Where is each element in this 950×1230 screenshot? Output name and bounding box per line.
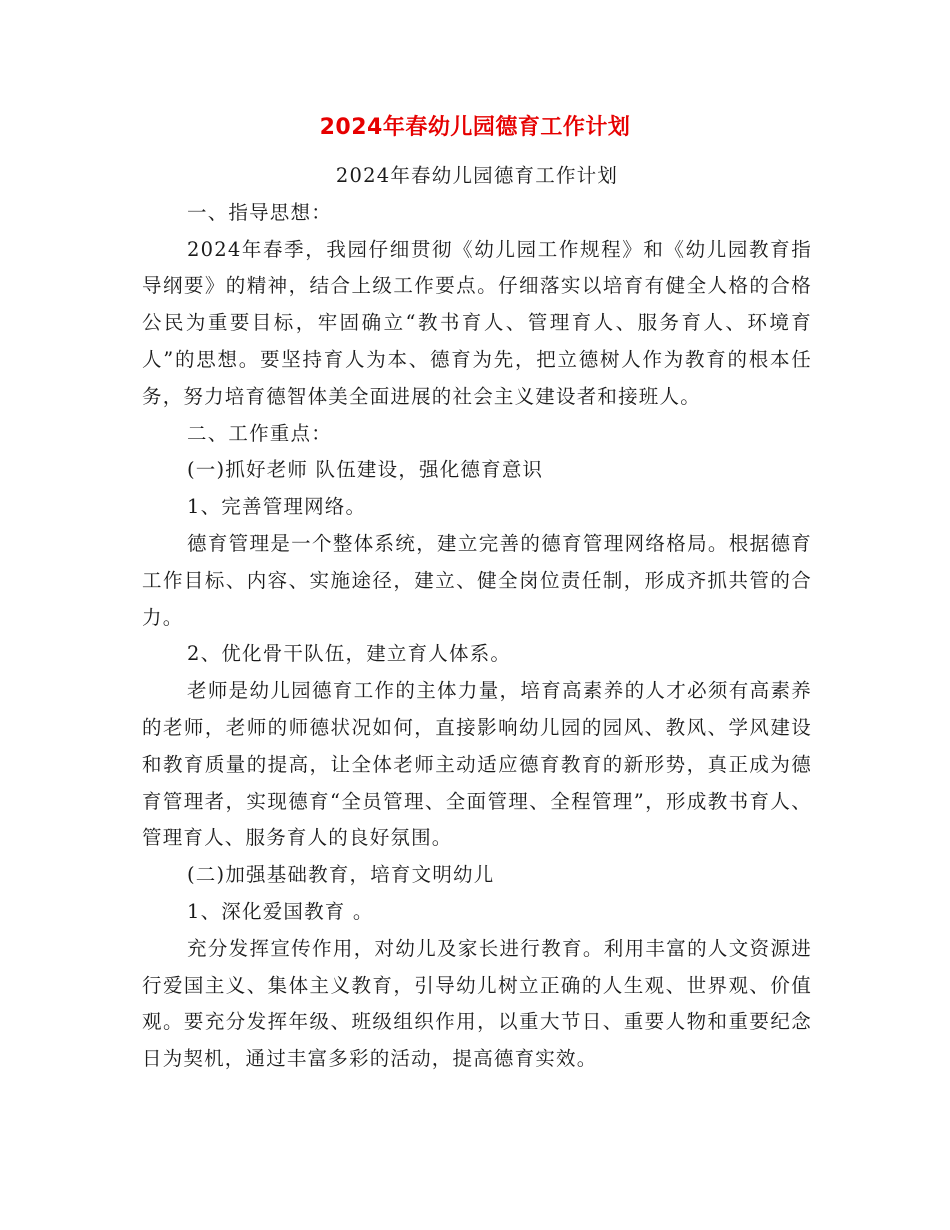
document-subtitle: 2024年春幼儿园德育工作计划 [335,164,619,187]
paragraph-core-team: 老师是幼儿园德育工作的主体力量，培育高素养的人才必须有高素养的老师，老师的师德状况如何，直接影响幼儿园的园风、教风、学风建设和教育质量的提高，让全体老师主动适应德育教育的新形势，真正成为德育管理者，实现德育“全员管理、全面管理、全程管理”，形成教书育人、管理育人、服务育人的良好氛围。 [142,679,812,850]
paragraph-management-network: 德育管理是一个整体系统，建立完善的德育管理网络格局。根据德育工作目标、内容、实施途径，建立、健全岗位责任制，形成齐抓共管的合力。 [142,531,812,629]
document-title: 2024年春幼儿园德育工作计划 [319,115,631,140]
item-management-network: 1、完善管理网络。 [187,495,367,519]
section-heading-guiding-ideology: 一、指导思想： [187,200,332,224]
document-body [142,158,812,1078]
item-patriotic-education: 1、深化爱国教育 。 [187,899,374,923]
section-heading-work-focus: 二、工作重点： [187,421,332,445]
item-core-team: 2、优化骨干队伍，建立育人体系。 [187,642,512,666]
paragraph-patriotic-education: 充分发挥宣传作用，对幼儿及家长进行教育。利用丰富的人文资源进行爱国主义、集体主义教育，引导幼儿树立正确的人生观、世界观、价值观。要充分发挥年级、班级组织作用，以重大节日、重要人物和重要纪念日为契机，通过丰富多彩的活动，提高德育实效。 [142,936,812,1071]
subheading-teacher-team: (一)抓好老师 队伍建设，强化德育意识 [187,458,544,482]
subheading-basic-education: (二)加强基础教育，培育文明幼儿 [187,863,495,887]
paragraph-guiding-ideology: 2024年春季，我园仔细贯彻《幼儿园工作规程》和《幼儿园教育指导纲要》的精神，结合上级工作要点。仔细落实以培育有健全人格的合格公民为重要目标，牢固确立“教书育人、管理育人、服务育人、环境育人”的思想。要坚持育人为本、德育为先，把立德树人作为教育的根本任务，努力培育德智体美全面进展的社会主义建设者和接班人。 [142,237,812,408]
